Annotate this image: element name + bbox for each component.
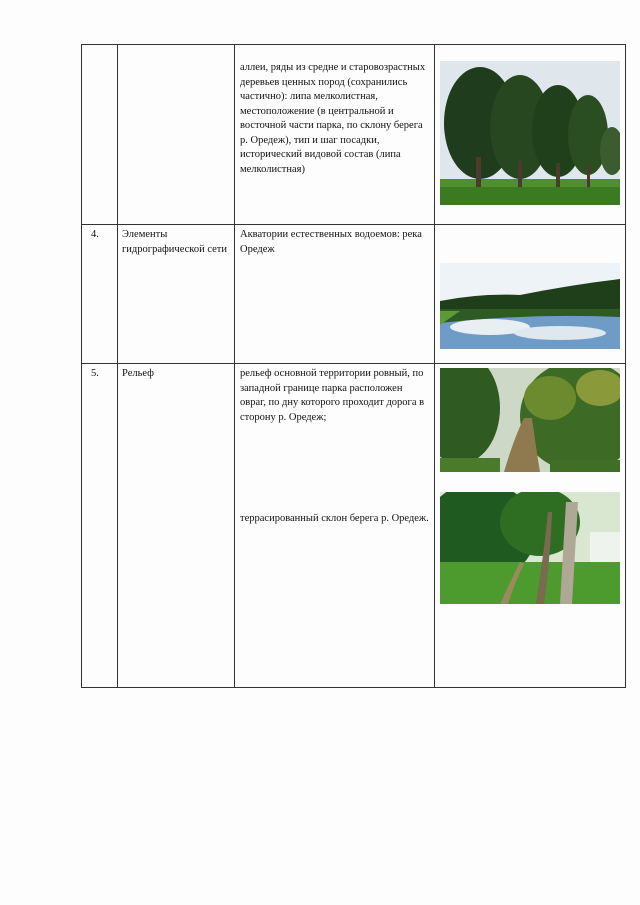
terraced-slope-photo <box>440 492 620 604</box>
row-number: 5. <box>82 364 118 688</box>
table-row <box>82 364 626 688</box>
river-photo <box>440 263 620 349</box>
element-description: Акватории естественных водоемов: река Оредеж <box>240 229 422 255</box>
ravine-path-photo <box>440 368 620 472</box>
row-number <box>82 45 118 225</box>
element-name: Рельеф <box>118 364 235 688</box>
tree-alley-photo <box>440 61 620 205</box>
element-description: террасированный склон берега р. Оредеж. <box>240 513 429 524</box>
element-description: аллеи, ряды из средне и старовозрастных деревьев ценных пород (сохранились частично): липа мелколистная, местоположение (в центральной и восточной части парка, по склону берега р. Оредеж), тип и шаг посадки, исторический видовой состав (липа мелколистная) <box>240 62 426 175</box>
element-name <box>118 45 235 225</box>
row-number: 4. <box>82 225 118 364</box>
table-row <box>82 225 626 364</box>
element-name: Элементы гидрографической сети <box>118 225 235 364</box>
table-row <box>82 45 626 225</box>
element-description: рельеф основной территории ровный, по западной границе парка расположен овраг, по дну которого проходит дорога в сторону р. Оредеж; <box>240 368 425 423</box>
heritage-elements-table <box>81 44 626 688</box>
